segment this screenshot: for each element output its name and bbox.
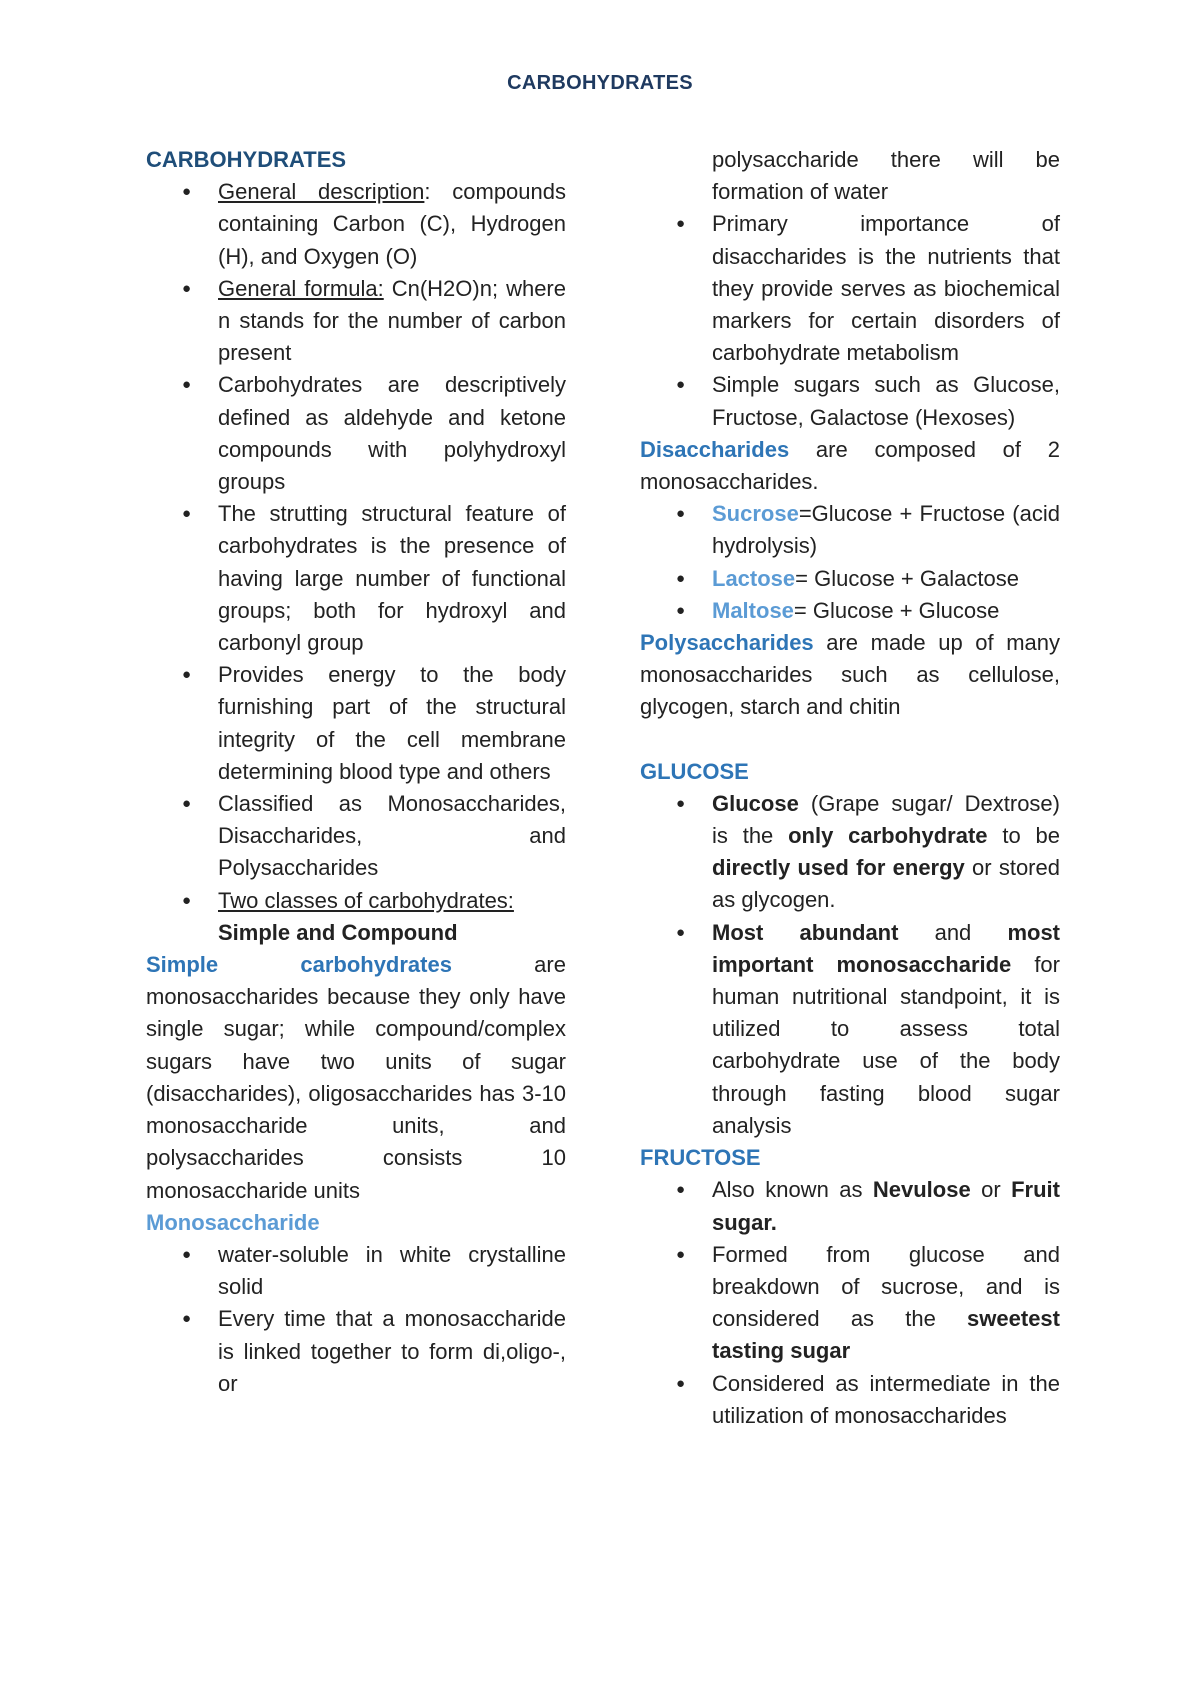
simple-carbohydrates-text: are monosaccharides because they only have single sugar; while compound/complex sugars have two units of sugar (disaccharides), oligosaccharides has 3-10 monosaccharide units, and polysaccharides consists 10 monosaccharide units bbox=[146, 952, 566, 1203]
polysaccharides-paragraph bbox=[640, 627, 1060, 724]
glucose-text-5: for human nutritional standpoint, it is utilized to assess total carbohydrate use of the body through fasting blood sugar analysis bbox=[712, 951, 1060, 1138]
lactose-label: Lactose bbox=[712, 565, 796, 591]
simple-carbohydrates-label: Simple carbohydrates bbox=[146, 952, 452, 978]
list-item bbox=[640, 498, 1060, 562]
glucose-list bbox=[640, 788, 1060, 1142]
list-item: ● water-soluble in white crystalline solid bbox=[146, 1239, 566, 1303]
list-item: ● Provides energy to the body furnishing part of the structural integrity of the cell membrane determining blood type and others bbox=[146, 659, 566, 788]
list-item: ● The strutting structural feature of carbohydrates is the presence of having large number of functional groups; both for hydroxyl and carbonyl group bbox=[146, 498, 566, 659]
list-item: ● Classified as Monosaccharides, Disaccharides, and Polysaccharides bbox=[146, 788, 566, 885]
glucose-text-3: or stored as glycogen. bbox=[712, 855, 1060, 913]
list-item bbox=[640, 917, 1060, 1142]
glucose-text-1: (Grape sugar/ Dextrose) is the bbox=[712, 790, 1060, 849]
glucose-emphasis-2: directly used for energy bbox=[712, 855, 965, 881]
fructose-text-2: or bbox=[970, 1177, 1012, 1203]
lactose-text: = Glucose + Galactose bbox=[795, 565, 1019, 591]
maltose-label: Maltose bbox=[712, 597, 794, 623]
glucose-emphasis-4: most important monosaccharide bbox=[712, 919, 1060, 977]
general-formula-label: General formula: bbox=[218, 275, 384, 301]
fructose-list bbox=[640, 1174, 1060, 1432]
glucose-emphasis-3: Most abundant bbox=[712, 919, 899, 945]
simple-carbohydrates-paragraph bbox=[146, 949, 566, 1207]
continuation-text: polysaccharide there will be formation of water bbox=[712, 147, 1060, 205]
list-item bbox=[640, 788, 1060, 917]
list-item bbox=[146, 273, 566, 370]
polysaccharides-label: Polysaccharides bbox=[640, 630, 814, 656]
sucrose-label: Sucrose bbox=[712, 501, 799, 527]
page-title: CARBOHYDRATES bbox=[507, 72, 693, 94]
disaccharides-text: are composed of 2 monosaccharides. bbox=[640, 436, 1060, 495]
section-heading-glucose: GLUCOSE bbox=[640, 758, 749, 784]
carbohydrates-list bbox=[146, 176, 566, 949]
list-item bbox=[146, 176, 566, 273]
list-item bbox=[640, 1174, 1060, 1238]
list-item: ● Carbohydrates are descriptively defined as aldehyde and ketone compounds with polyhydroxyl groups bbox=[146, 369, 566, 498]
two-classes-value: Simple and Compound bbox=[218, 919, 458, 945]
fructose-text-3: Formed from glucose and breakdown of sucrose, and is considered as the bbox=[712, 1241, 1060, 1332]
list-item bbox=[640, 1239, 1060, 1368]
maltose-text: = Glucose + Glucose bbox=[793, 597, 1000, 623]
disaccharides-list bbox=[640, 498, 1060, 627]
spacer bbox=[640, 724, 1060, 756]
section-heading-carbohydrates: CARBOHYDRATES bbox=[146, 147, 347, 172]
disaccharides-paragraph bbox=[640, 434, 1060, 498]
list-item bbox=[640, 595, 1060, 627]
fructose-text-1: Also known as bbox=[712, 1177, 873, 1203]
fructose-emphasis-1: Nevulose bbox=[872, 1177, 971, 1203]
general-formula-text: Cn(H2O)n; where n stands for the number of carbon present bbox=[218, 275, 566, 366]
disaccharide-importance-list bbox=[640, 208, 1060, 433]
polysaccharides-text: are made up of many monosaccharides such as cellulose, glycogen, starch and chitin bbox=[640, 630, 1060, 720]
list-item-continuation bbox=[640, 144, 1060, 208]
two-classes-label: Two classes of carbohydrates: bbox=[218, 887, 514, 913]
general-description-label: General description bbox=[218, 179, 425, 205]
list-item: ● Every time that a monosaccharide is linked together to form di,oligo-, or bbox=[146, 1303, 566, 1400]
general-description-text: : compounds containing Carbon (C), Hydrogen (H), and Oxygen (O) bbox=[218, 179, 566, 269]
right-column bbox=[640, 144, 1060, 1432]
sucrose-text: =Glucose + Fructose (acid hydrolysis) bbox=[712, 501, 1060, 559]
list-item bbox=[640, 563, 1060, 595]
list-item: ● Simple sugars such as Glucose, Fructose, Galactose (Hexoses) bbox=[640, 369, 1060, 433]
glucose-emphasis-1: only carbohydrate bbox=[788, 823, 988, 849]
list-item: ● Primary importance of disaccharides is the nutrients that they provide serves as biochemical markers for certain disorders of carbohydrate metabolism bbox=[640, 208, 1060, 369]
glucose-term: Glucose bbox=[712, 790, 799, 816]
monosaccharide-list bbox=[146, 1239, 566, 1400]
section-heading-monosaccharide: Monosaccharide bbox=[146, 1209, 320, 1235]
monosaccharide-list-continued bbox=[640, 144, 1060, 208]
section-heading-fructose: FRUCTOSE bbox=[640, 1145, 761, 1171]
glucose-text-4: and bbox=[898, 919, 1008, 945]
list-item bbox=[146, 885, 566, 949]
glucose-text-2: to be bbox=[987, 823, 1061, 849]
left-column bbox=[146, 144, 566, 1400]
fructose-emphasis-3: sweetest tasting sugar bbox=[712, 1306, 1060, 1364]
list-item: ● Considered as intermediate in the utilization of monosaccharides bbox=[640, 1368, 1060, 1432]
disaccharides-label: Disaccharides bbox=[640, 436, 790, 462]
fructose-emphasis-2: Fruit sugar. bbox=[712, 1177, 1060, 1235]
